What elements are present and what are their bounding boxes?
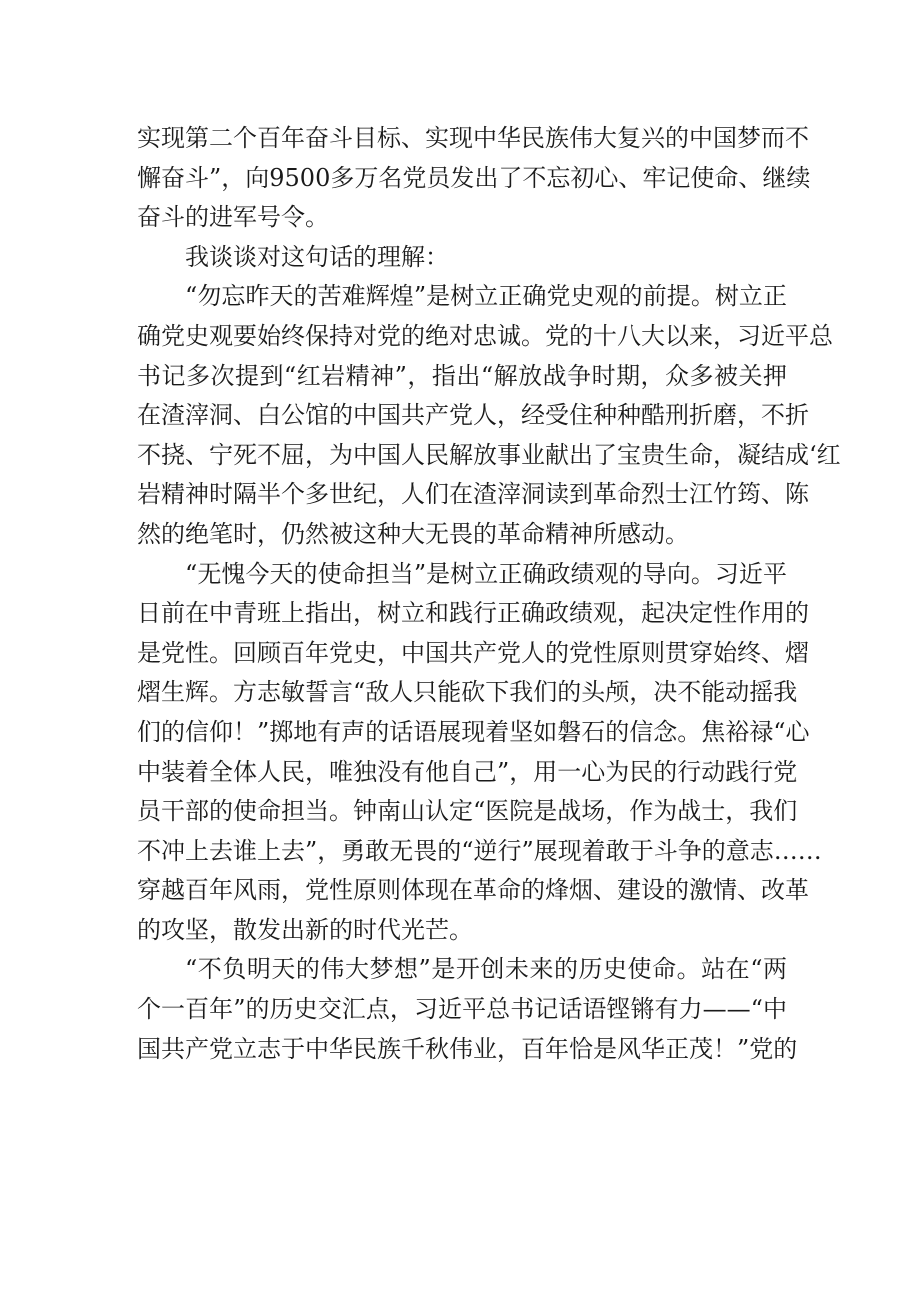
text-line: 我谈谈对这句话的理解： — [185, 242, 449, 271]
text-line: 中装着全体人民，唯独没有他自己”，用一心为民的行动践行党 — [137, 757, 798, 786]
text-line: 确党史观要始终保持对党的绝对忠诚。党的十八大以来，习近平总 — [137, 321, 833, 350]
text-line: “勿忘昨天的苦难辉煌”是树立正确党史观的前提。树立正 — [185, 282, 787, 311]
text-line: 是党性。回顾百年党史，中国共产党人的党性原则贯穿始终、熠 — [137, 638, 809, 667]
paragraph-p5 — [137, 950, 798, 1069]
paragraph-p4 — [137, 555, 822, 951]
text-line: 个一百年”的历史交汇点，习近平总书记话语铿锵有力——“中 — [137, 995, 787, 1024]
text-line: 岩精神时隔半个多世纪，人们在渣滓洞读到革命烈士江竹筠、陈 — [137, 480, 809, 509]
text-line: “不负明天的伟大梦想”是开创未来的历史使命。站在“两 — [185, 955, 787, 984]
text-line: 实现第二个百年奋斗目标、实现中华民族伟大复兴的中国梦而不 — [137, 124, 809, 152]
text-line: 们的信仰！”掷地有声的话语展现着坚如磐石的信念。焦裕禄“心 — [137, 717, 810, 746]
text-line: 不冲上去谁上去”，勇敢无畏的“逆行”展现着敢于斗争的意志…… — [137, 836, 822, 865]
text-line: 奋斗的进军号令。 — [137, 203, 329, 232]
text-line: 的攻坚，散发出新的时代光芒。 — [137, 915, 473, 944]
text-line: 穿越百年风雨，党性原则体现在革命的烽烟、建设的激情、改革 — [137, 876, 809, 905]
paragraph-p1 — [137, 119, 811, 238]
text-line: 熠生辉。方志敏誓言“敌人只能砍下我们的头颅，决不能动摇我 — [137, 678, 798, 707]
document-body — [137, 119, 841, 1069]
text-line: 不挠、宁死不屈，为中国人民解放事业献出了宝贵生命，凝结成‘红 — [137, 440, 841, 469]
text-line: 懈奋斗”，向9500多万名党员发出了不忘初心、牢记使命、继续 — [137, 163, 811, 192]
text-line: 国共产党立志于中华民族千秋伟业，百年恰是风华正茂！”党的 — [137, 1034, 798, 1063]
text-line: 书记多次提到“红岩精神”，指出“解放战争时期，众多被关押 — [137, 361, 787, 390]
text-line: 员干部的使命担当。钟南山认定“医院是战场，作为战士，我们 — [137, 797, 798, 826]
paragraph-p3 — [137, 277, 841, 554]
paragraph-p2 — [137, 238, 787, 278]
text-line: 在渣滓洞、白公馆的中国共产党人，经受住种种酷刑折磨，不折 — [137, 401, 809, 430]
text-line: 然的绝笔时，仍然被这种大无畏的革命精神所感动。 — [137, 519, 689, 548]
text-line: “无愧今天的使命担当”是树立正确政绩观的导向。习近平 — [185, 559, 787, 588]
text-line: 日前在中青班上指出，树立和践行正确政绩观，起决定性作用的 — [137, 599, 809, 628]
